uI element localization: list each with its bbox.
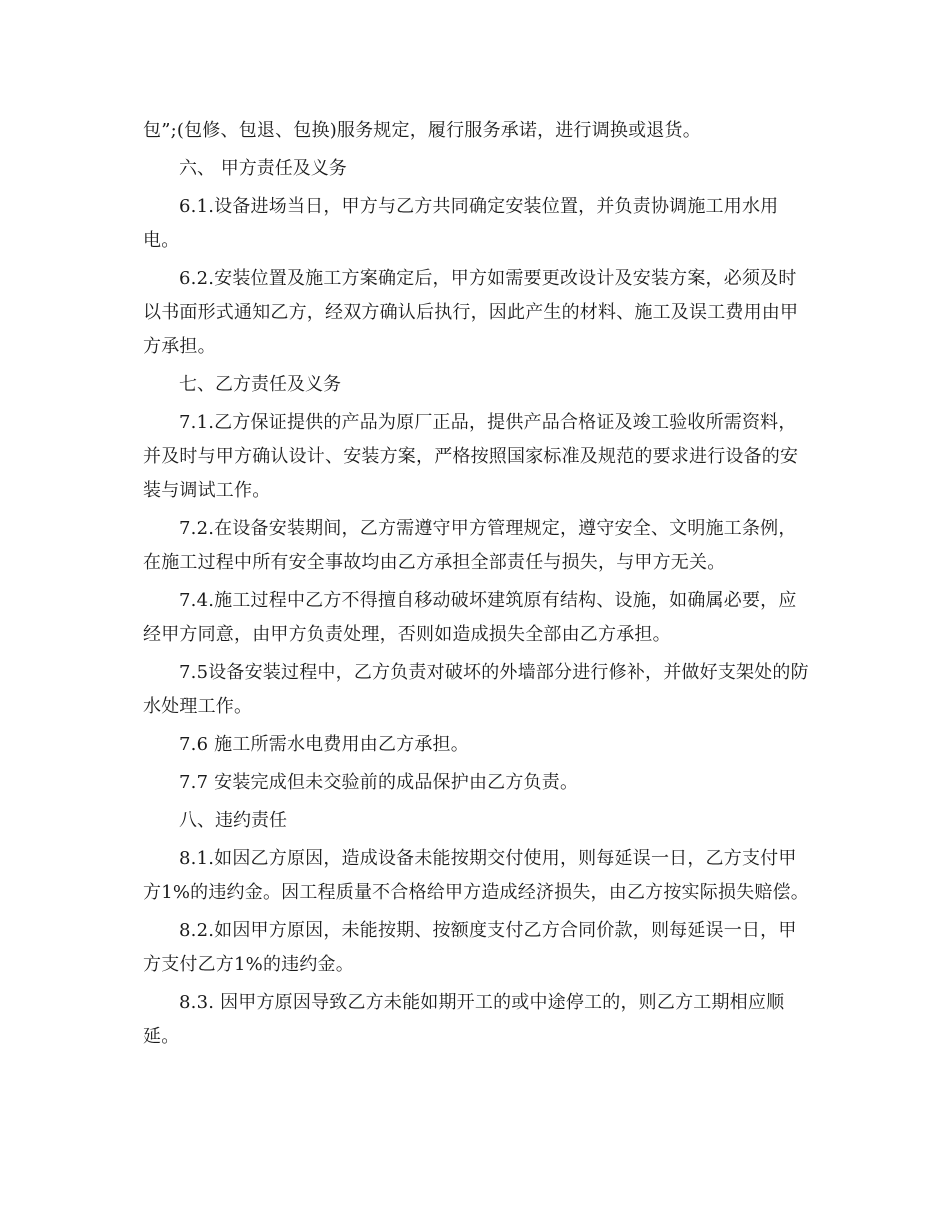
- document-body: [143, 114, 811, 1058]
- clause-6-2: 6.2.安装位置及施工方案确定后，甲方如需要更改设计及安装方案，必须及时以书面形式通知乙方，经双方确认后执行，因此产生的材料、施工及误工费用由甲方承担。: [143, 268, 799, 357]
- clause-7-4: 7.4.施工过程中乙方不得擅自移动破坏建筑原有结构、设施，如确属必要，应经甲方同意，由甲方负责处理，否则如造成损失全部由乙方承担。: [143, 590, 797, 645]
- section-heading-8: 八、违约责任: [179, 810, 287, 831]
- section-heading-7: 七、乙方责任及义务: [179, 374, 341, 395]
- clause-7-6: 7.6 施工所需水电费用由乙方承担。: [179, 734, 469, 755]
- clause-8-3: 8.3. 因甲方原因导致乙方未能如期开工的或中途停工的，则乙方工期相应顺延。: [143, 992, 785, 1047]
- clause-7-5: 7.5设备安装过程中，乙方负责对破坏的外墙部分进行修补，并做好支架处的防水处理工作。: [143, 662, 809, 717]
- clause-6-1: 6.1.设备进场当日，甲方与乙方共同确定安装位置，并负责协调施工用水用电。: [143, 196, 779, 251]
- section-heading-6: 六、 甲方责任及义务: [179, 158, 347, 179]
- clause-8-1: 8.1.如因乙方原因，造成设备未能按期交付使用，则每延误一日，乙方支付甲方1%的违约金。因工程质量不合格给甲方造成经济损失，由乙方按实际损失赔偿。: [143, 848, 809, 903]
- clause-7-7: 7.7 安装完成但未交验前的成品保护由乙方负责。: [179, 772, 579, 793]
- clause-7-1: 7.1.乙方保证提供的产品为原厂正品，提供产品合格证及竣工验收所需资料，并及时与甲方确认设计、安装方案，严格按照国家标准及规范的要求进行设备的安装与调试工作。: [143, 412, 799, 501]
- clause-8-2: 8.2.如因甲方原因，未能按期、按额度支付乙方合同价款，则每延误一日，甲方支付乙方1%的违约金。: [143, 920, 797, 975]
- clause-7-2: 7.2.在设备安装期间，乙方需遵守甲方管理规定，遵守安全、文明施工条例，在施工过程中所有安全事故均由乙方承担全部责任与损失，与甲方无关。: [143, 518, 797, 573]
- paragraph-continuation: 包”;(包修、包退、包换)服务规定，履行服务承诺，进行调换或退货。: [143, 120, 701, 141]
